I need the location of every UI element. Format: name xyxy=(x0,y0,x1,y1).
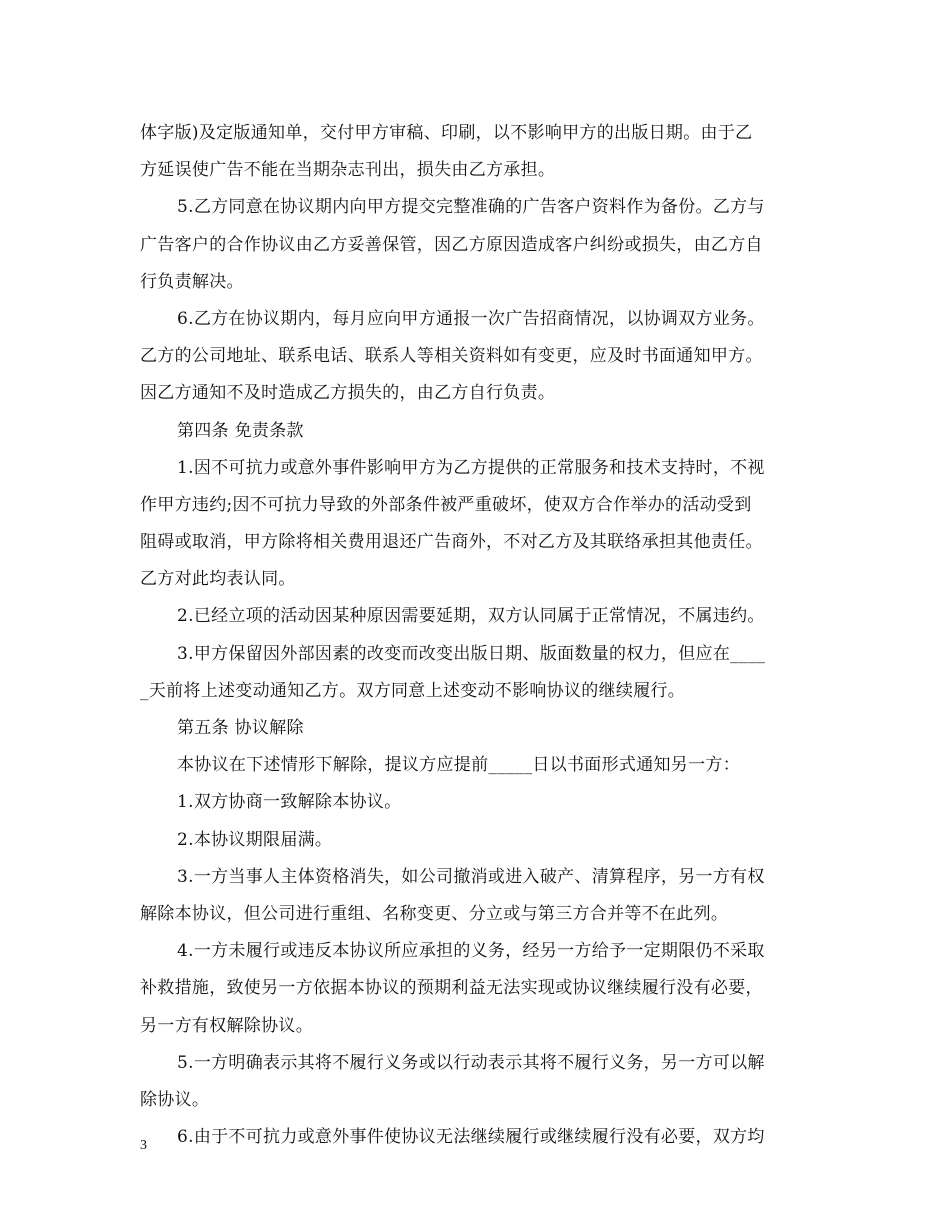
paragraph-start: 本协议在下述情形下解除，提议方应提前_____日以书面形式通知另一方： xyxy=(177,755,740,776)
paragraph-start: 1.双方协商一致解除本协议。 xyxy=(177,792,402,813)
text-line: 方延误使广告不能在当期杂志刊出，损失由乙方承担。 xyxy=(140,160,556,181)
section-heading: 第五条 协议解除 xyxy=(177,718,304,738)
paragraph-start: 2.已经立项的活动因某种原因需要延期，双方认同属于正常情况，不属违约。 xyxy=(177,606,765,627)
text-line: 体字版)及定版通知单，交付甲方审稿、印刷，以不影响甲方的出版日期。由于乙 xyxy=(140,123,753,143)
section-heading: 第四条 免责条款 xyxy=(177,420,304,441)
text-line: 另一方有权解除协议。 xyxy=(140,1015,313,1036)
document-body xyxy=(140,115,812,1156)
text-line: 广告客户的合作协议由乙方妥善保管，因乙方原因造成客户纠纷或损失，由乙方自 xyxy=(140,234,763,255)
paragraph-start: 1.因不可抗力或意外事件影响甲方为乙方提供的正常服务和技术支持时，不视 xyxy=(177,457,765,478)
paragraph-start: 2.本协议期限届满。 xyxy=(177,829,333,850)
text-line: 作甲方违约;因不可抗力导致的外部条件被严重破坏，使双方合作举办的活动受到 xyxy=(140,494,752,515)
paragraph-start: 5.一方明确表示其将不履行义务或以行动表示其将不履行义务，另一方可以解 xyxy=(177,1052,765,1073)
text-line: 行负责解决。 xyxy=(140,271,244,292)
text-line: 因乙方通知不及时造成乙方损失的，由乙方自行负责。 xyxy=(140,383,556,404)
paragraph-start: 5.乙方同意在协议期内向甲方提交完整准确的广告客户资料作为备份。乙方与 xyxy=(177,197,765,218)
text-line: 解除本协议，但公司进行重组、名称变更、分立或与第三方合并等不在此列。 xyxy=(140,903,729,924)
text-line: 补救措施，致使另一方依据本协议的预期利益无法实现或协议继续履行没有必要， xyxy=(140,978,763,999)
text-line: _天前将上述变动通知乙方。双方同意上述变动不影响协议的继续履行。 xyxy=(140,680,686,701)
paragraph-start: 6.乙方在协议期内，每月应向甲方通报一次广告招商情况，以协调双方业务。 xyxy=(177,308,765,329)
paragraph-start: 3.一方当事人主体资格消失，如公司撤消或进入破产、清算程序，另一方有权 xyxy=(177,866,765,887)
text-line: 乙方对此均表认同。 xyxy=(140,569,296,590)
paragraph-start: 4.一方未履行或违反本协议所应承担的义务，经另一方给予一定期限仍不采取 xyxy=(177,941,765,962)
text-line: 乙方的公司地址、联系电话、联系人等相关资料如有变更，应及时书面通知甲方。 xyxy=(140,346,763,367)
paragraph-start: 3.甲方保留因外部因素的改变而改变出版日期、版面数量的权力，但应在____ xyxy=(177,643,766,664)
paragraph-start: 6.由于不可抗力或意外事件使协议无法继续履行或继续履行没有必要，双方均 xyxy=(177,1127,765,1148)
text-line: 除协议。 xyxy=(140,1089,210,1110)
page-number: 3 xyxy=(140,1138,147,1153)
text-line: 阻碍或取消，甲方除将相关费用退还广告商外，不对乙方及其联络承担其他责任。 xyxy=(140,532,763,553)
